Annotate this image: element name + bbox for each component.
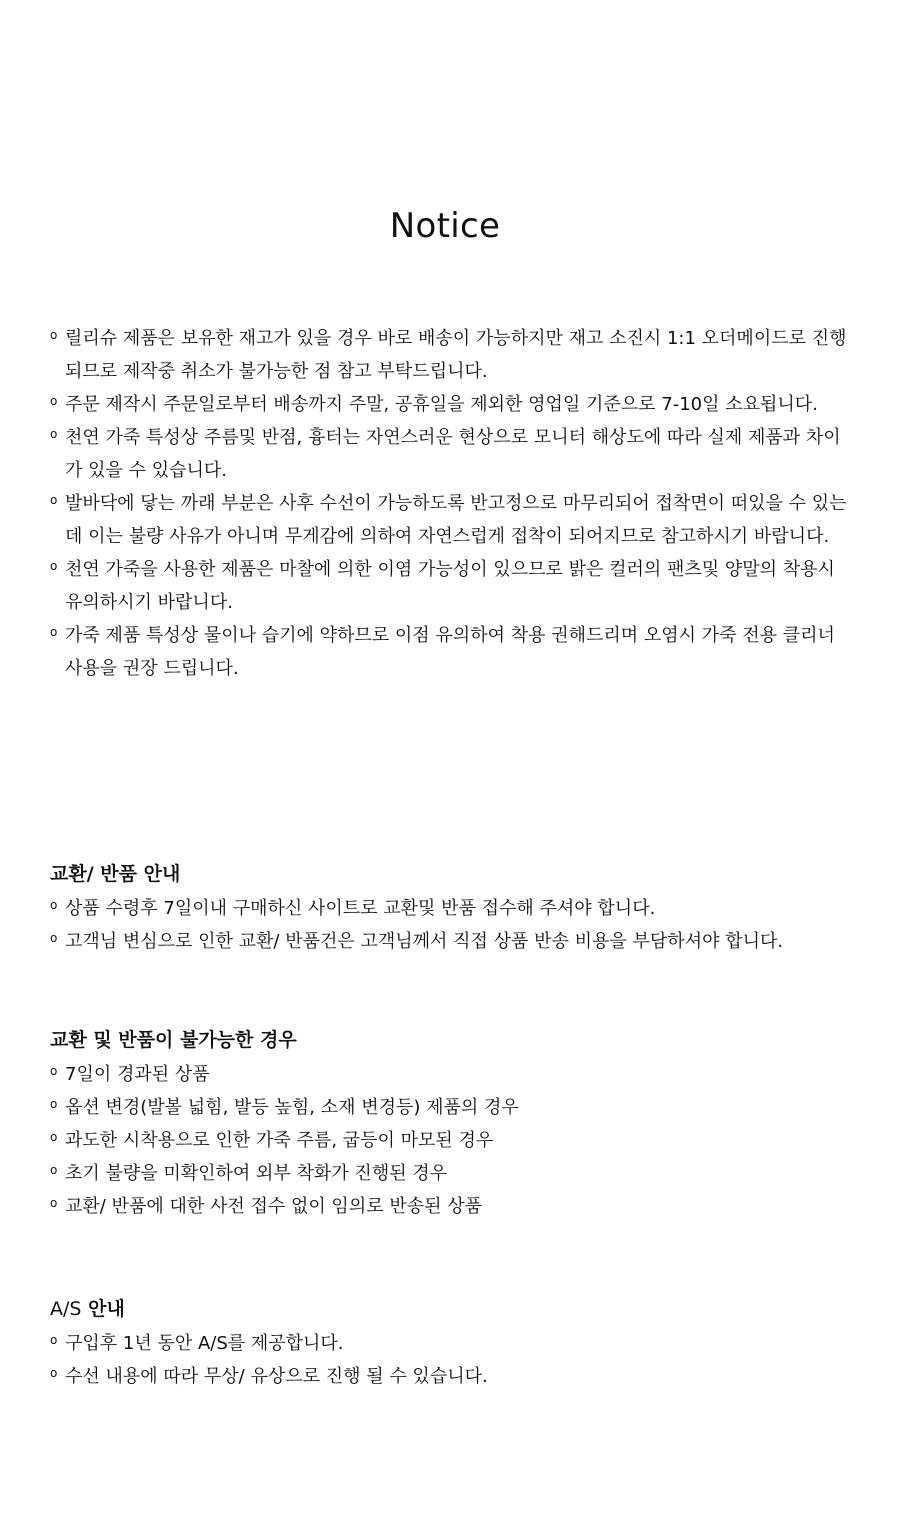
bullet-icon: o [50, 625, 58, 639]
as-heading [50, 1295, 850, 1323]
unavailable-text: 과도한 시착용으로 인한 가죽 주름, 굽등이 마모된 경우 [65, 1130, 494, 1151]
list-item [50, 619, 850, 685]
list-item [50, 1327, 850, 1360]
list-item [50, 421, 850, 487]
notice-text: 천연 가죽을 사용한 제품은 마찰에 의한 이염 가능성이 있으므로 밝은 컬러의 팬츠및 양말의 착용시 유의하시기 바랍니다. [65, 559, 835, 613]
notice-list [50, 322, 850, 685]
notice-text: 주문 제작시 주문일로부터 배송까지 주말, 공휴일을 제외한 영업일 기준으로 7-10일 소요됩니다. [65, 394, 818, 415]
bullet-icon: o [50, 931, 58, 945]
list-item [50, 1091, 850, 1124]
list-item [50, 925, 850, 958]
list-item [50, 1360, 850, 1393]
bullet-icon: o [50, 427, 58, 441]
list-item [50, 1157, 850, 1190]
exchange-heading: 교환/ 반품 안내 [50, 863, 181, 885]
bullet-icon: o [50, 1333, 58, 1347]
page-title: Notice [389, 206, 501, 246]
as-heading-prefix: A/S [50, 1298, 82, 1320]
exchange-text: 고객님 변심으로 인한 교환/ 반품건은 고객님께서 직접 상품 반송 비용을 부담하셔야 합니다. [65, 931, 784, 952]
exchange-section [50, 860, 850, 958]
as-heading-suffix: 안내 [88, 1298, 125, 1320]
bullet-icon: o [50, 1163, 58, 1177]
as-text: 수선 내용에 따라 무상/ 유상으로 진행 될 수 있습니다. [65, 1366, 488, 1387]
notice-text: 릴리슈 제품은 보유한 재고가 있을 경우 바로 배송이 가능하지만 재고 소진시 1:1 오더메이드로 진행되므로 제작중 취소가 불가능한 점 참고 부탁드립니다. [65, 328, 847, 382]
bullet-icon: o [50, 559, 58, 573]
bullet-icon: o [50, 1196, 58, 1210]
list-item [50, 322, 850, 388]
unavailable-text: 초기 불량을 미확인하여 외부 착화가 진행된 경우 [65, 1163, 448, 1184]
list-item [50, 1058, 850, 1091]
bullet-icon: o [50, 1064, 58, 1078]
unavailable-text: 7일이 경과된 상품 [65, 1064, 210, 1085]
exchange-list [50, 892, 850, 958]
list-item [50, 553, 850, 619]
bullet-icon: o [50, 328, 58, 342]
unavailable-section [50, 1026, 850, 1223]
list-item [50, 487, 850, 553]
unavailable-text: 교환/ 반품에 대한 사전 접수 없이 임의로 반송된 상품 [65, 1196, 482, 1217]
notice-text: 발바닥에 닿는 까래 부분은 사후 수선이 가능하도록 반고정으로 마무리되어 접착면이 떠있을 수 있는데 이는 불량 사유가 아니며 무게감에 의하여 자연스럽게 접착이 되어지므로 참고하시기 바랍니다. [65, 493, 847, 547]
list-item [50, 1124, 850, 1157]
bullet-icon: o [50, 898, 58, 912]
notice-text: 천연 가죽 특성상 주름및 반점, 흉터는 자연스러운 현상으로 모니터 해상도에 따라 실제 제품과 차이가 있을 수 있습니다. [65, 427, 841, 481]
notice-text: 가죽 제품 특성상 물이나 습기에 약하므로 이점 유의하여 착용 권해드리며 오염시 가죽 전용 클리너 사용을 권장 드립니다. [65, 625, 835, 679]
bullet-icon: o [50, 1366, 58, 1380]
list-item [50, 388, 850, 421]
bullet-icon: o [50, 394, 58, 408]
bullet-icon: o [50, 1130, 58, 1144]
bullet-icon: o [50, 493, 58, 507]
list-item [50, 1190, 850, 1223]
as-text: 구입후 1년 동안 A/S를 제공합니다. [65, 1333, 344, 1354]
unavailable-list [50, 1058, 850, 1223]
bullet-icon: o [50, 1097, 58, 1111]
list-item [50, 892, 850, 925]
as-list [50, 1327, 850, 1393]
exchange-text: 상품 수령후 7일이내 구매하신 사이트로 교환및 반품 접수해 주셔야 합니다. [65, 898, 656, 919]
unavailable-heading: 교환 및 반품이 불가능한 경우 [50, 1029, 297, 1051]
as-section [50, 1295, 850, 1393]
unavailable-text: 옵션 변경(발볼 넓힘, 발등 높힘, 소재 변경등) 제품의 경우 [65, 1097, 519, 1118]
